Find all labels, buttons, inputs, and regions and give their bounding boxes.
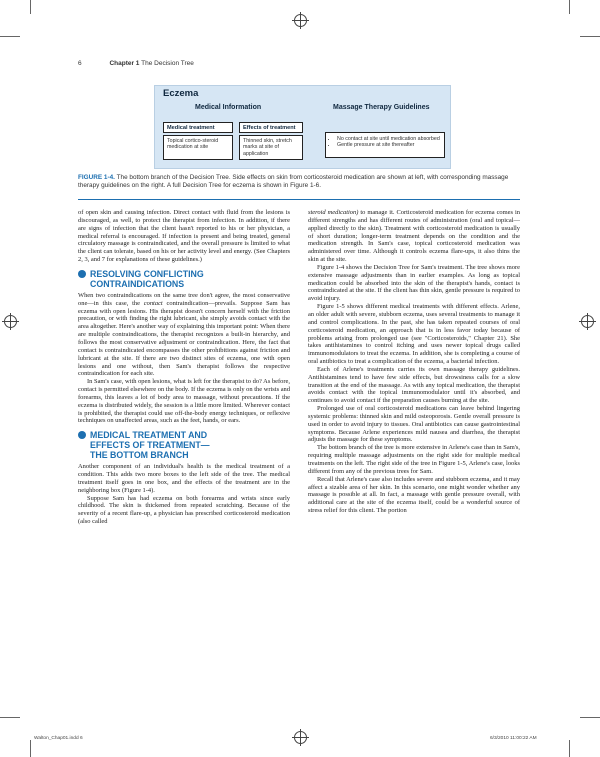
paragraph — [78, 292, 290, 378]
paragraph — [308, 209, 520, 264]
medical-information-heading: Medical Information — [195, 104, 262, 111]
crop-mark — [0, 36, 20, 37]
registration-mark-left — [4, 315, 17, 328]
page-number: 6 — [78, 60, 82, 67]
figure-label: FIGURE 1-4. — [78, 174, 115, 181]
section-heading-line: RESOLVING CONFLICTING — [90, 268, 204, 279]
medical-treatment-header: Medical treatment — [163, 122, 233, 133]
paragraph: Recall that Arlene's case also includes severe and stubborn eczema, and it may affect a sizable area of her skin. In this scenario, one might wonder whether any massage is possible at all. In fact, a massage with gentle pressure overall, with additional care at the site of the eczema itself, could be a wonderful source of stress relief for this client. The portion — [308, 475, 520, 515]
figure-title: Eczema — [163, 88, 199, 99]
crop-mark — [30, 0, 31, 14]
chapter-label: Chapter 1 — [109, 60, 140, 67]
paragraph: Figure 1-4 shows the Decision Tree for Sam's treatment. The tree shows more extensive massage adjustments than in earlier examples. As long as topical medication could be absorbed into the skin of the therapist's hands, contact is contraindicated at the site. If the client has thin skin, gentle pressure is required to avoid injury. — [308, 263, 520, 303]
section-heading-line: CONTRAINDICATIONS — [90, 278, 185, 289]
section-heading-line: EFFECTS OF TREATMENT— — [90, 440, 210, 451]
registration-mark-right — [581, 315, 594, 328]
registration-mark-bottom — [294, 731, 307, 744]
emphasis: steroid medication) — [308, 209, 359, 216]
medical-treatment-cell: Topical cortico-steroid medication at site — [163, 135, 233, 160]
paragraph: of open skin and causing infection. Direct contact with fluid from the lesions is discouraged, as well, to protect the therapist from infection. In addition, if there are signs of infection that the client hasn't reported to his or her physician, a medical referral is encouraged. If infection is present and being treated, general circulatory massage is contraindicated, and the overall pressure is limited to what the client can tolerate, based on his or her activity level and energy. (See Chapters 2, 3, and 7 for explanations of these guidelines.) — [78, 209, 290, 264]
crop-mark — [569, 0, 570, 14]
emphasis: contact — [143, 299, 163, 307]
bullet-icon — [78, 270, 86, 278]
guidelines-heading: Massage Therapy Guidelines — [333, 104, 430, 111]
section-heading-resolving — [78, 269, 290, 289]
paragraph: In Sam's case, with open lesions, what is left for the therapist to do? As before, contact is permitted elsewhere on the body. If the eczema is only on the wrists and forearms, this leaves a lot of body area to massage, without precautions. If the eczema is distributed widely, the session is a little more limited. Wherever contact is prohibited, the therapist could use off-the-body energy techniques, or reflexive techniques on unaffected areas, such as the feet, hands, or ears. — [78, 378, 290, 425]
text-run: When two contraindications on the same tree don't agree, the most conservative one—in this case, the — [78, 291, 290, 307]
paragraph: Each of Arlene's treatments carries its own massage therapy guidelines. Antihistamines tend to have few side effects, but drowsiness calls for a slow transition at the end of the massage. As with any topical medication, the therapist avoids contact with the topical immunomodulator until it's absorbed, and continues to avoid contact if the preparation causes burning at the site. — [308, 365, 520, 405]
eczema-figure — [154, 85, 451, 169]
left-column — [78, 209, 290, 526]
figure-caption — [78, 174, 518, 190]
paragraph: Prolonged use of oral corticosteroid medications can leave behind lingering systemic problems: thinned skin and mild osteoporosis. Gentle overall pressure is used in order to avoid injury to tissues. Oral antibiotics can cause gastrointestinal symptoms. Because Arlene experiences mild nausea and diarrhea, the therapist adjusts the massage for these symptoms. — [308, 405, 520, 444]
section-heading-line: MEDICAL TREATMENT AND — [90, 430, 208, 441]
guidelines-box — [325, 132, 445, 158]
guideline-item: • No contact at site until medication absorbed — [337, 136, 441, 142]
caption-text: The bottom branch of the Decision Tree. Side effects on skin from corticosteroid medication are shown at left, with corresponding massage therapy guidelines on the right. A full Decision Tree for eczema is shown in Figure 1-6. — [78, 174, 509, 189]
crop-mark — [0, 717, 20, 718]
footer-file: Walton_Chap01.indd 6 — [34, 736, 83, 741]
effects-header: Effects of treatment — [239, 122, 303, 133]
paragraph: Suppose Sam has had eczema on both forearms and wrists since early childhood. The skin is thickened from repeated scratching. Because of the severity of a recent flare-up, a physician has prescribed corticosteroid medication (also called — [78, 494, 290, 526]
text-run: to manage it. Corticosteroid medication for eczema comes in different strengths and has different routes of administration (oral and topical—applied directly to the skin). Treatment with corticosteroid medication is usually of short duration; longer-term treatment depends on the condition and the medication strength. In Sam's case, topical corticosteroid medication was administered over time. Although it controls eczema flare-ups, it also thins the skin at the site. — [308, 209, 520, 264]
bullet-icon — [78, 431, 86, 439]
effects-cell: Thinned skin, stretch marks at site of application — [239, 135, 303, 160]
text-run: contraindication—prevails. Suppose Sam has eczema with open lesions. His therapist doesn't concern herself with the friction precaution, or with finding the right lubricant, she simply avoids contact with the area altogether. Here's another way of explaining this important point: When there are multiple contraindications, the therapist recognizes a built-in hierarchy, and follows the most conservative adjustment or contraindication. Here, the fact that contact is contraindicated encompasses the other prohibitions against friction and lubricant at the site. If there are two distinct sites of eczema, one with open lesions and one without, then Sam's therapist follows the respective contraindication for each site. — [78, 299, 290, 378]
section-heading-line: THE BOTTOM BRANCH — [90, 450, 189, 461]
paragraph: The bottom branch of the tree is more extensive in Arlene's case than in Sam's, requiring multiple massage adjustments on the right side for multiple medical treatments on the left. The right side of the tree in Figure 1-5, Arlene's case, looks different from any of the previous trees for Sam. — [308, 444, 520, 475]
crop-mark — [580, 36, 600, 37]
paragraph: Figure 1-5 shows different medical treatments with different effects. Arlene, an older adult with severe, stubborn eczema, uses several treatments to manage it and control complications. In the past, she has taken repeated courses of oral corticosteroid medication, an approach that is in less favor today because of problems arising from prolonged use (see "Corticosteroids," Chapter 21). She takes antihistamines to control itching and uses newer topical drugs called immunomodulators to treat the eczema. In addition, she is completing a course of oral antibiotics to treat a complication of the eczema, a bacterial infection. — [308, 303, 520, 366]
chapter-title: The Decision Tree — [141, 60, 194, 67]
registration-mark-top — [294, 14, 307, 27]
running-header — [78, 60, 194, 67]
paragraph: Another component of an individual's health is the medical treatment of a condition. This adds two more boxes to the left side of the tree. The medical treatment itself goes in one box, and the effects of the treatment are in the neighboring box (Figure 1-4). — [78, 463, 290, 494]
crop-mark — [30, 740, 31, 757]
footer-date: 6/3/2010 11:00:22 AM — [490, 736, 537, 741]
crop-mark — [569, 740, 570, 757]
crop-mark — [580, 717, 600, 718]
guideline-item: • Gentle pressure at site thereafter — [337, 142, 441, 148]
section-heading-medical-treatment — [78, 430, 290, 460]
caption-rule — [78, 199, 520, 200]
right-column — [308, 209, 520, 515]
